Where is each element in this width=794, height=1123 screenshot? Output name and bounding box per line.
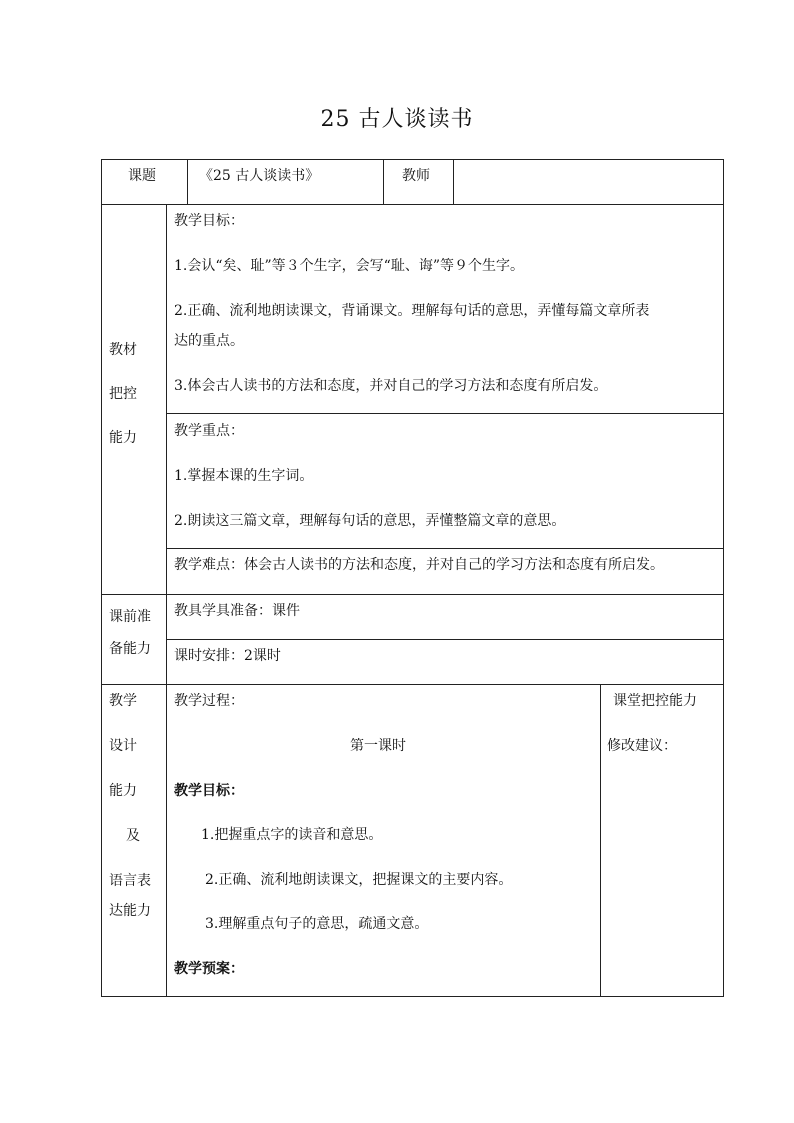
teacher-label: 教师: [402, 168, 430, 184]
label-column-divider: [166, 204, 167, 997]
row1-divider-1: [187, 159, 188, 204]
lesson-goals-heading: 教学目标：: [174, 783, 244, 799]
table-border-bottom: [101, 996, 724, 997]
schedule-text: 课时安排：2课时: [174, 648, 281, 664]
table-border-left: [101, 159, 102, 997]
difficulty-text: 教学难点：体会古人读书的方法和态度，并对自己的学习方法和态度有所启发。: [174, 557, 664, 573]
section2-label-line-2: 备能力: [109, 641, 151, 657]
page-title: 25 古人谈读书: [320, 107, 474, 132]
table-border-right: [723, 159, 724, 997]
section2-bottom: [101, 684, 724, 685]
goal-item-1: 1.会认“矣、耻”等３个生字，会写“耻、诲”等９个生字。: [174, 258, 524, 274]
row1-divider-2: [383, 159, 384, 204]
prep-bottom: [166, 639, 724, 640]
goal-item-2: 2.正确、流利地朗读课文，背诵课文。理解每句话的意思，弄懂每篇文章所表: [174, 303, 650, 319]
lesson-goal-1: 1.把握重点字的读音和意思。: [201, 827, 383, 843]
plan-heading: 教学预案：: [174, 961, 244, 977]
key-point-2: 2.朗读这三篇文章，理解每句话的意思，弄懂整篇文章的意思。: [174, 513, 566, 529]
section1-label-line-2: 把控: [109, 386, 137, 402]
lesson-goal-2: 2.正确、流利地朗读课文，把握课文的主要内容。: [205, 872, 513, 888]
table-border-top: [101, 159, 724, 160]
section3-label-line-1: 教学: [109, 693, 137, 709]
row1-bottom: [101, 204, 724, 205]
goal-item-2-cont: 达的重点。: [174, 333, 244, 349]
section1-label-line-3: 能力: [109, 430, 137, 446]
row1-divider-3: [453, 159, 454, 204]
prep-text: 教具学具准备：课件: [174, 603, 300, 619]
side-column-divider: [600, 684, 601, 997]
key-point-1: 1.掌握本课的生字词。: [174, 468, 314, 484]
section3-label-line-3: 能力: [109, 783, 137, 799]
section2-label-line-1: 课前准: [109, 609, 151, 625]
section3-label-line-4: 及: [126, 828, 140, 844]
section3-label-line-2: 设计: [109, 738, 137, 754]
goal-item-3: 3.体会古人读书的方法和态度，并对自己的学习方法和态度有所启发。: [174, 378, 608, 394]
subject-label: 课题: [128, 168, 156, 184]
section1-label-line-1: 教材: [109, 342, 137, 358]
goals-heading: 教学目标：: [174, 213, 244, 229]
process-heading: 教学过程：: [174, 693, 244, 709]
goals-bottom: [166, 413, 724, 414]
side-heading: 课堂把控能力: [613, 693, 697, 709]
section3-label-line-5: 语言表: [109, 873, 151, 889]
side-subheading: 修改建议：: [607, 738, 677, 754]
section3-label-line-6: 达能力: [109, 903, 151, 919]
subject-value: 《25 古人谈读书》: [199, 168, 320, 184]
lesson-title: 第一课时: [350, 738, 406, 754]
lesson-goal-3: 3.理解重点句子的意思，疏通文意。: [205, 916, 429, 932]
key-points-bottom: [166, 548, 724, 549]
section1-bottom: [101, 594, 724, 595]
key-points-heading: 教学重点：: [174, 423, 244, 439]
